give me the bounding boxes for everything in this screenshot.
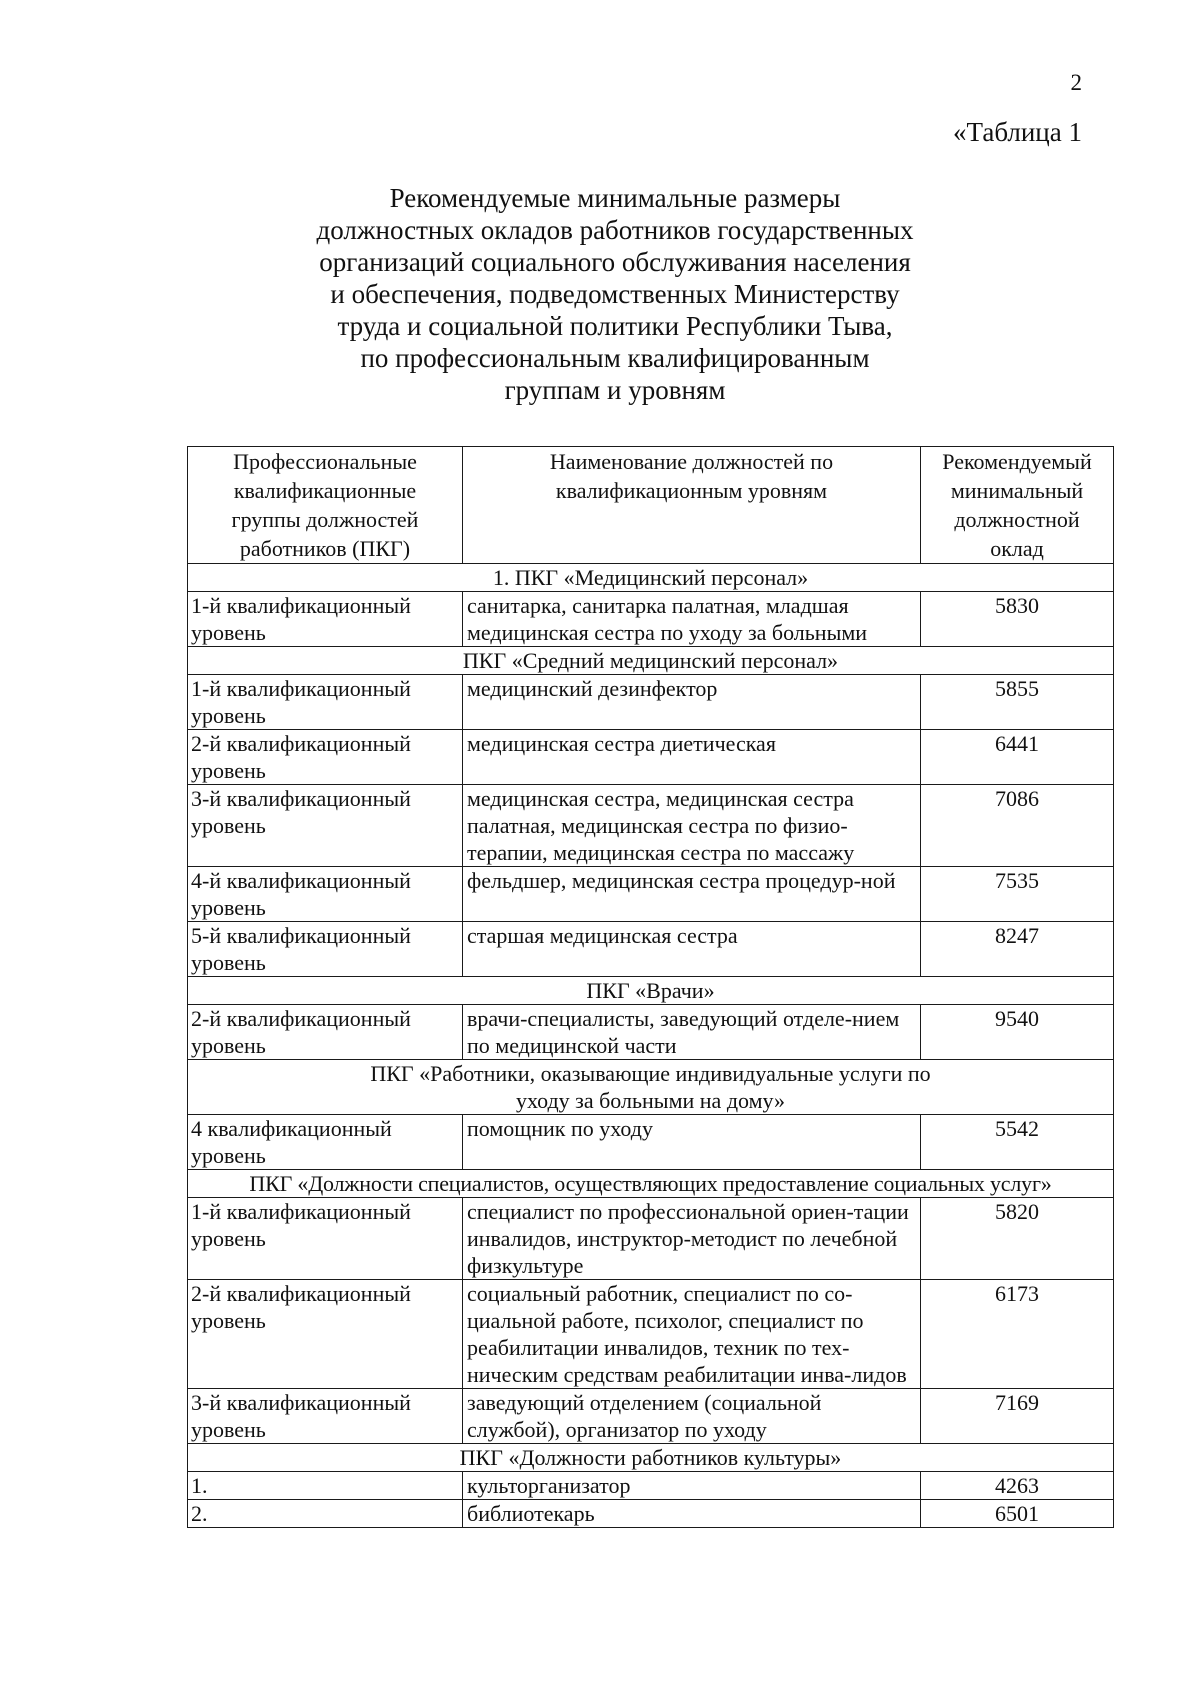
title-line: организаций социального обслуживания населения bbox=[319, 247, 911, 277]
level-cell: 2. bbox=[188, 1500, 463, 1528]
salary-cell: 5830 bbox=[921, 592, 1114, 647]
positions-cell: медицинская сестра, медицинская сестра палатная, медицинская сестра по физио-терапии, медицинская сестра по массажу bbox=[463, 785, 921, 867]
positions-cell: специалист по профессиональной ориен-тации инвалидов, инструктор-методист по лечебной физкультуре bbox=[463, 1198, 921, 1280]
group-title: ПКГ «Работники, оказывающие индивидуальные услуги по уходу за больными на дому» bbox=[188, 1060, 1114, 1115]
level-cell: 3-й квалификационный уровень bbox=[188, 785, 463, 867]
group-title: ПКГ «Средний медицинский персонал» bbox=[188, 647, 1114, 675]
salary-cell: 8247 bbox=[921, 922, 1114, 977]
group-row bbox=[188, 1170, 1114, 1198]
level-cell: 1-й квалификационный уровень bbox=[188, 1198, 463, 1280]
salary-cell: 6441 bbox=[921, 730, 1114, 785]
header-salary: Рекомендуемый минимальный должностной оклад bbox=[921, 447, 1114, 564]
positions-cell: медицинская сестра диетическая bbox=[463, 730, 921, 785]
level-cell: 1-й квалификационный уровень bbox=[188, 675, 463, 730]
level-cell: 1. bbox=[188, 1472, 463, 1500]
group-row bbox=[188, 977, 1114, 1005]
table-row bbox=[188, 1198, 1114, 1280]
table-row bbox=[188, 1115, 1114, 1170]
salary-cell: 6173 bbox=[921, 1280, 1114, 1389]
salary-table bbox=[187, 446, 1114, 1528]
title-line: по профессиональным квалифицированным bbox=[360, 343, 870, 373]
group-title: ПКГ «Должности специалистов, осуществляющих предоставление социальных услуг» bbox=[188, 1170, 1114, 1198]
group-title: ПКГ «Должности работников культуры» bbox=[188, 1444, 1114, 1472]
positions-cell: заведующий отделением (социальной службой), организатор по уходу bbox=[463, 1389, 921, 1444]
salary-cell: 9540 bbox=[921, 1005, 1114, 1060]
salary-cell: 4263 bbox=[921, 1472, 1114, 1500]
title-line: труда и социальной политики Республики Тыва, bbox=[337, 311, 893, 341]
level-cell: 4 квалификационный уровень bbox=[188, 1115, 463, 1170]
level-cell: 1-й квалификационный уровень bbox=[188, 592, 463, 647]
level-cell: 2-й квалификационный уровень bbox=[188, 730, 463, 785]
table-row bbox=[188, 867, 1114, 922]
positions-cell: санитарка, санитарка палатная, младшая медицинская сестра по уходу за больными bbox=[463, 592, 921, 647]
group-title: 1. ПКГ «Медицинский персонал» bbox=[188, 564, 1114, 592]
group-row bbox=[188, 564, 1114, 592]
title-line: группам и уровням bbox=[504, 375, 726, 405]
table-label: «Таблица 1 bbox=[953, 117, 1082, 147]
table-header-row bbox=[188, 447, 1114, 564]
table-row bbox=[188, 1005, 1114, 1060]
group-title: ПКГ «Врачи» bbox=[188, 977, 1114, 1005]
positions-cell: помощник по уходу bbox=[463, 1115, 921, 1170]
salary-cell: 5855 bbox=[921, 675, 1114, 730]
positions-cell: социальный работник, специалист по со-циальной работе, психолог, специалист по реабилитации инвалидов, техник по тех-ническим средствам реабилитации инва-лидов bbox=[463, 1280, 921, 1389]
document-title bbox=[0, 182, 1200, 406]
level-cell: 3-й квалификационный уровень bbox=[188, 1389, 463, 1444]
table-row bbox=[188, 1280, 1114, 1389]
salary-cell: 5820 bbox=[921, 1198, 1114, 1280]
level-cell: 2-й квалификационный уровень bbox=[188, 1280, 463, 1389]
table-row bbox=[188, 922, 1114, 977]
salary-cell: 7169 bbox=[921, 1389, 1114, 1444]
positions-cell: культорганизатор bbox=[463, 1472, 921, 1500]
positions-cell: врачи-специалисты, заведующий отделе-нием по медицинской части bbox=[463, 1005, 921, 1060]
table-row bbox=[188, 785, 1114, 867]
table-row bbox=[188, 1389, 1114, 1444]
header-positions: Наименование должностей по квалификационным уровням bbox=[463, 447, 921, 564]
table-row bbox=[188, 675, 1114, 730]
level-cell: 5-й квалификационный уровень bbox=[188, 922, 463, 977]
table-row bbox=[188, 592, 1114, 647]
table-row bbox=[188, 1500, 1114, 1528]
positions-cell: библиотекарь bbox=[463, 1500, 921, 1528]
salary-cell: 7535 bbox=[921, 867, 1114, 922]
level-cell: 4-й квалификационный уровень bbox=[188, 867, 463, 922]
title-line: Рекомендуемые минимальные размеры bbox=[389, 183, 841, 213]
title-line: должностных окладов работников государственных bbox=[316, 215, 914, 245]
group-row bbox=[188, 1060, 1114, 1115]
header-pkg: Профессиональные квалификационные группы должностей работников (ПКГ) bbox=[188, 447, 463, 564]
positions-cell: медицинский дезинфектор bbox=[463, 675, 921, 730]
group-row bbox=[188, 1444, 1114, 1472]
group-row bbox=[188, 647, 1114, 675]
page-number: 2 bbox=[1070, 70, 1082, 95]
salary-cell: 6501 bbox=[921, 1500, 1114, 1528]
salary-cell: 7086 bbox=[921, 785, 1114, 867]
salary-cell: 5542 bbox=[921, 1115, 1114, 1170]
table-row bbox=[188, 1472, 1114, 1500]
positions-cell: старшая медицинская сестра bbox=[463, 922, 921, 977]
positions-cell: фельдшер, медицинская сестра процедур-ной bbox=[463, 867, 921, 922]
title-line: и обеспечения, подведомственных Министерству bbox=[330, 279, 900, 309]
table-row bbox=[188, 730, 1114, 785]
level-cell: 2-й квалификационный уровень bbox=[188, 1005, 463, 1060]
